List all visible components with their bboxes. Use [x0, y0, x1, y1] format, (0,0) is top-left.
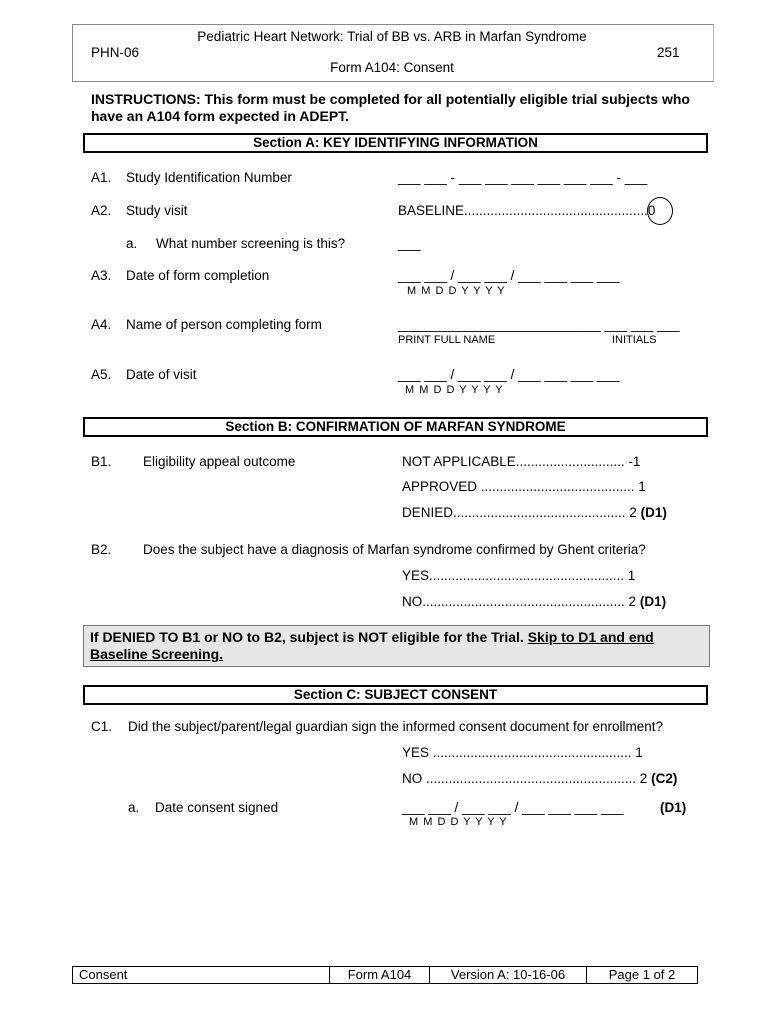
question-label: Eligibility appeal outcome: [143, 454, 296, 469]
question-number: A4.: [91, 317, 112, 332]
print-name-hint: PRINT FULL NAME: [398, 334, 496, 346]
footer-form-label: Consent: [72, 966, 330, 984]
option-yes[interactable]: YES ..................................................... 1: [402, 745, 643, 760]
option-not-applicable[interactable]: NOT APPLICABLE............................. -1: [402, 454, 641, 469]
question-number: B2.: [91, 542, 112, 557]
question-number: B1.: [91, 454, 112, 469]
warning-text: If DENIED TO B1 or NO to B2, subject is NOT eligible for the Trial.: [90, 629, 528, 645]
study-title: Pediatric Heart Network: Trial of BB vs. ARB in Marfan Syndrome: [197, 29, 587, 44]
option-yes[interactable]: YES.................................................... 1: [402, 568, 636, 583]
option-no[interactable]: [402, 594, 666, 609]
footer-form-id: Form A104: [329, 966, 430, 984]
form-date-field[interactable]: ___ ___ / ___ ___ / ___ ___ ___ ___: [398, 268, 620, 283]
study-visit-option[interactable]: BASELINE.................................................0: [398, 203, 656, 218]
skip-link-text: Skip to D1 and end Baseline Screening.: [90, 629, 654, 662]
option-label: NO ........................................................ 2: [402, 771, 648, 786]
question-label: Does the subject have a diagnosis of Marfan syndrome confirmed by Ghent criteria?: [143, 542, 646, 557]
eligibility-warning: [83, 625, 710, 667]
option-no[interactable]: [402, 771, 677, 786]
question-number: A3.: [91, 268, 112, 283]
page-code: 251: [657, 45, 680, 60]
visit-date-field[interactable]: ___ ___ / ___ ___ / ___ ___ ___ ___: [398, 367, 620, 382]
instructions: INSTRUCTIONS: This form must be completed for all potentially eligible trial subjects who have an A104 form expected in ADEPT.: [91, 91, 690, 124]
question-number: A1.: [91, 170, 112, 185]
question-label: Date of visit: [126, 367, 197, 382]
screening-number-field[interactable]: ___: [398, 236, 421, 251]
option-label: DENIED.............................................. 2: [402, 505, 637, 520]
question-label: What number screening is this?: [156, 236, 346, 251]
question-number: a.: [126, 236, 138, 251]
option-denied[interactable]: [402, 505, 667, 520]
form-name: Form A104: Consent: [330, 60, 454, 75]
date-format-hint: M M D D Y Y Y Y: [409, 816, 507, 828]
skip-instruction: (C2): [651, 771, 678, 786]
question-label: Date consent signed: [155, 800, 279, 815]
study-id-field[interactable]: ___ ___ - ___ ___ ___ ___ ___ ___ - ___: [398, 170, 648, 185]
question-number: C1.: [91, 719, 113, 734]
study-code: PHN-06: [91, 45, 140, 60]
initials-hint: INITIALS: [612, 334, 657, 346]
skip-instruction: (D1): [660, 800, 687, 815]
question-label: Study visit: [126, 203, 188, 218]
footer-version: Version A: 10-16-06: [429, 966, 587, 984]
selected-answer-circle: [647, 197, 673, 225]
footer-page-number: Page 1 of 2: [586, 966, 698, 984]
skip-instruction: (D1): [640, 505, 667, 520]
completer-name-field[interactable]: ___________________________ ___ ___ ___: [398, 317, 680, 332]
question-number: a.: [128, 800, 140, 815]
option-label: NO...................................................... 2: [402, 594, 637, 609]
date-format-hint: M M D D Y Y Y Y: [405, 384, 503, 396]
question-number: A5.: [91, 367, 112, 382]
section-a-title: Section A: KEY IDENTIFYING INFORMATION: [83, 133, 708, 153]
option-approved[interactable]: APPROVED ......................................... 1: [402, 479, 646, 494]
question-label: Did the subject/parent/legal guardian sign the informed consent document for enrollment?: [128, 719, 664, 734]
question-label: Date of form completion: [126, 268, 270, 283]
question-label: Study Identification Number: [126, 170, 292, 185]
date-format-hint: M M D D Y Y Y Y: [407, 285, 505, 297]
consent-date-field[interactable]: ___ ___ / ___ ___ / ___ ___ ___ ___: [402, 800, 624, 815]
question-number: A2.: [91, 203, 112, 218]
section-c-title: Section C: SUBJECT CONSENT: [83, 685, 708, 705]
question-label: Name of person completing form: [126, 317, 322, 332]
section-b-title: Section B: CONFIRMATION OF MARFAN SYNDROME: [83, 417, 708, 437]
skip-instruction: (D1): [639, 594, 667, 609]
